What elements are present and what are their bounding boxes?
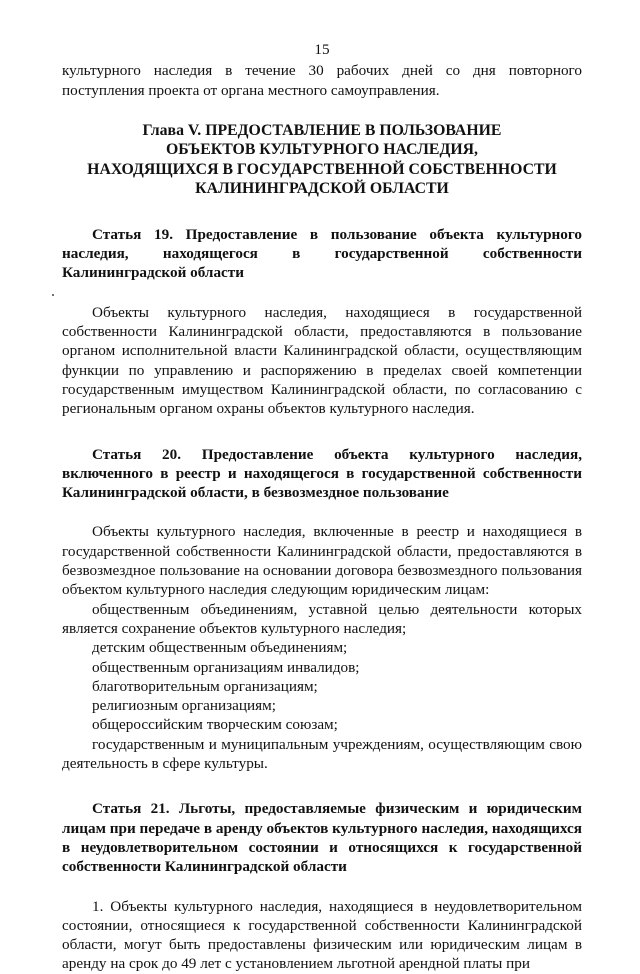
chapter-heading-line: НАХОДЯЩИХСЯ В ГОСУДАРСТВЕННОЙ СОБСТВЕННОСТИ (87, 160, 557, 178)
page-number: 15 (314, 41, 330, 58)
article-20-list-item: религиозным организациям; (92, 697, 276, 715)
chapter-heading-line: КАЛИНИНГРАДСКОЙ ОБЛАСТИ (195, 180, 449, 198)
article-20-list-item: государственным и муниципальным учреждениям, осуществляющим свою деятельность в сфере культуры. (62, 735, 582, 773)
article-20-list-item: общественным объединениям, уставной целью деятельности которых является сохранение объектов культурного наследия; (62, 600, 582, 637)
article-20-list-item: благотворительным организациям; (92, 677, 318, 695)
article-20-body: Объекты культурного наследия, включенные в реестр и находящиеся в государственной собственности Калининградской области, предоставляются в безвозмездное пользование на основании договора безвозмездного пользования объектом культурного наследия следующим юридическим лицам: (62, 523, 582, 599)
document-page (62, 40, 582, 974)
article-20-title: Статья 20. Предоставление объекта культурного наследия, включенного в реестр и находящегося в государственной собственности Калининградской области, в безвозмездное пользование (62, 445, 582, 502)
article-19-title: Статья 19. Предоставление в пользование объекта культурного наследия, находящегося в государственной собственности Калининградской области (62, 225, 582, 282)
chapter-heading (62, 121, 582, 199)
chapter-heading-line: ОБЪЕКТОВ КУЛЬТУРНОГО НАСЛЕДИЯ, (166, 141, 478, 159)
article-21-body: 1. Объекты культурного наследия, находящиеся в неудовлетворительном состоянии, относящиеся к государственной собственности Калининградской области, могут быть предоставлены физическим или юридическим лицам в аренду на срок до 49 лет с установлением льготной арендной платы при (62, 897, 582, 973)
article-20-list-item: общероссийским творческим союзам; (92, 716, 338, 734)
intro-paragraph: культурного наследия в течение 30 рабочих дней со дня повторного поступления проекта от органа местного самоуправления. (62, 62, 582, 99)
article-20-list-item: общественным организациям инвалидов; (92, 658, 360, 676)
chapter-heading-line: Глава V. ПРЕДОСТАВЛЕНИЕ В ПОЛЬЗОВАНИЕ (142, 121, 502, 139)
article-21-title: Статья 21. Льготы, предоставляемые физическим и юридическим лицам при передаче в аренду объектов культурного наследия, находящихся в неудовлетворительном состоянии и относящихся к государственной собственности Калининградской области (62, 800, 582, 876)
scan-speck (52, 294, 54, 296)
article-20-list-item: детским общественным объединениям; (92, 639, 348, 657)
article-19-body: Объекты культурного наследия, находящиеся в государственной собственности Калининградской области, предоставляются в пользование органом исполнительной власти Калининградской области, осуществляющим функции по управлению и распоряжению в пределах своей компетенции государственным имуществом Калининградской области, по согласованию с региональным органом охраны объектов культурного наследия. (62, 303, 582, 418)
